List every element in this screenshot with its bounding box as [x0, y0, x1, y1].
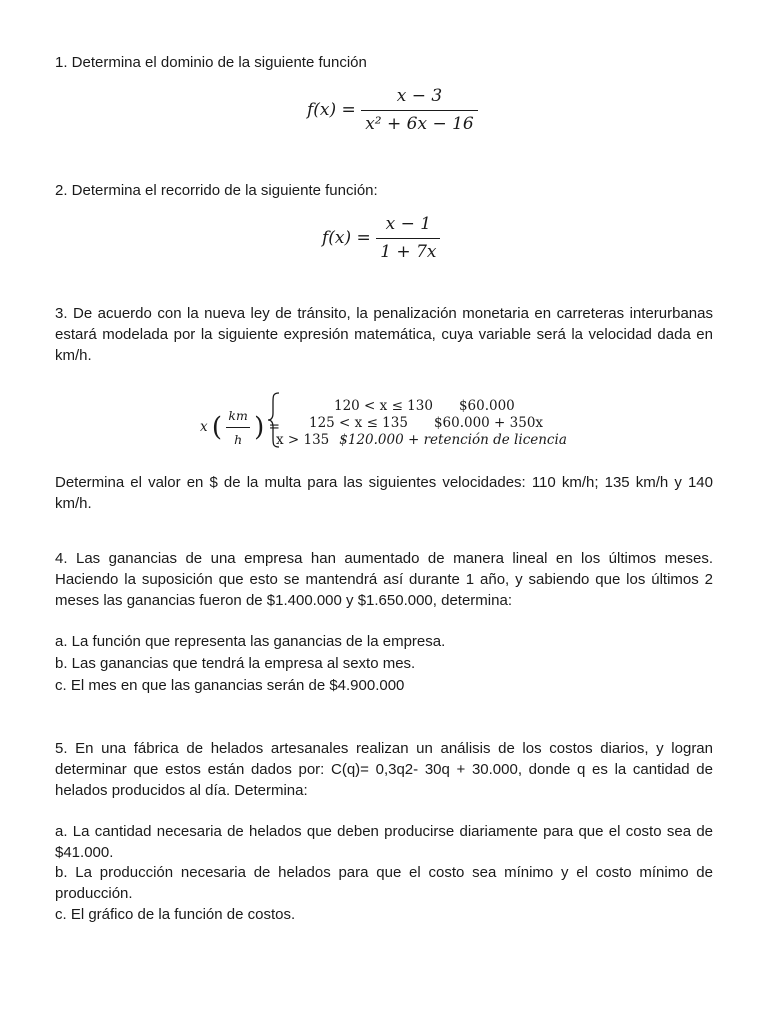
- piecewise-var: x: [200, 419, 208, 435]
- formula-1-lhs: f(x) =: [307, 100, 356, 120]
- question-4-text: 4. Las ganancias de una empresa han aumentado de manera lineal en los últimos meses. Haciendo la suposición que esto se mantendrá así durante 1 año, y sabiendo que los últimos 2 meses las ganancias fueron de $1.400.000 y $1.650.000, determina:: [55, 550, 713, 609]
- case-2-value: $60.000 + 350x: [433, 415, 544, 431]
- formula-2-lhs: f(x) =: [322, 228, 371, 248]
- case-3-value: $120.000 + retención de licencia: [339, 432, 567, 448]
- case-row-3: [276, 430, 567, 451]
- unit-fraction: [226, 405, 249, 450]
- question-3-text: 3. De acuerdo con la nueva ley de tránsito, la penalización monetaria en carreteras interurbanas estará modelada por la siguiente expresión matemática, cuya variable será la velocidad dada en km/h.: [55, 305, 713, 364]
- case-2-condition: 125 < x ≤ 135: [309, 415, 408, 431]
- piecewise-function: [200, 392, 580, 452]
- unit-denominator: h: [234, 432, 243, 447]
- unit-numerator: km: [226, 405, 249, 428]
- question-5-item-a: a. La cantidad necesaria de helados que deben producirse diariamente para que el costo sea de $41.000.: [55, 823, 713, 861]
- formula-1-numerator: x − 3: [361, 86, 478, 111]
- question-1-formula: [307, 86, 478, 135]
- case-1-condition: 120 < x ≤ 130: [334, 398, 433, 414]
- formula-1-fraction: [361, 86, 478, 135]
- question-4-item-a: a. La función que representa las ganancias de la empresa.: [55, 633, 446, 650]
- case-1-value: $60.000: [458, 398, 515, 414]
- question-4-item-b: b. Las ganancias que tendrá la empresa al sexto mes.: [55, 655, 416, 672]
- right-paren: ): [254, 412, 265, 443]
- question-5-item-b: b. La producción necesaria de helados para que el costo sea mínimo y el costo mínimo de producción.: [55, 864, 713, 902]
- question-4-item-c: c. El mes en que las ganancias serán de $4.900.000: [55, 677, 405, 694]
- question-2-formula: [322, 214, 440, 263]
- left-paren: (: [211, 412, 223, 443]
- question-5-text: 5. En una fábrica de helados artesanales realizan un análisis de los costos diarios, y logran determinar que estos están dados por: C(q)= 0,3q2- 30q + 30.000, donde q es la cantidad de helados producidos al día. Determina:: [55, 740, 713, 799]
- case-3-condition: x > 135: [276, 432, 330, 448]
- question-5-item-c: c. El gráfico de la función de costos.: [55, 906, 296, 923]
- question-2-text: 2. Determina el recorrido de la siguiente función:: [55, 182, 378, 199]
- formula-2-numerator: x − 1: [376, 214, 440, 239]
- formula-2-denominator: 1 + 7x: [380, 242, 437, 262]
- formula-1-denominator: x² + 6x − 16: [365, 114, 474, 134]
- piecewise-equals: =: [268, 419, 280, 435]
- question-3-followup: Determina el valor en $ de la multa para las siguientes velocidades: 110 km/h; 135 km/h y 140 km/h.: [55, 474, 713, 512]
- question-1-text: 1. Determina el dominio de la siguiente función: [55, 54, 367, 71]
- formula-2-fraction: [376, 214, 440, 263]
